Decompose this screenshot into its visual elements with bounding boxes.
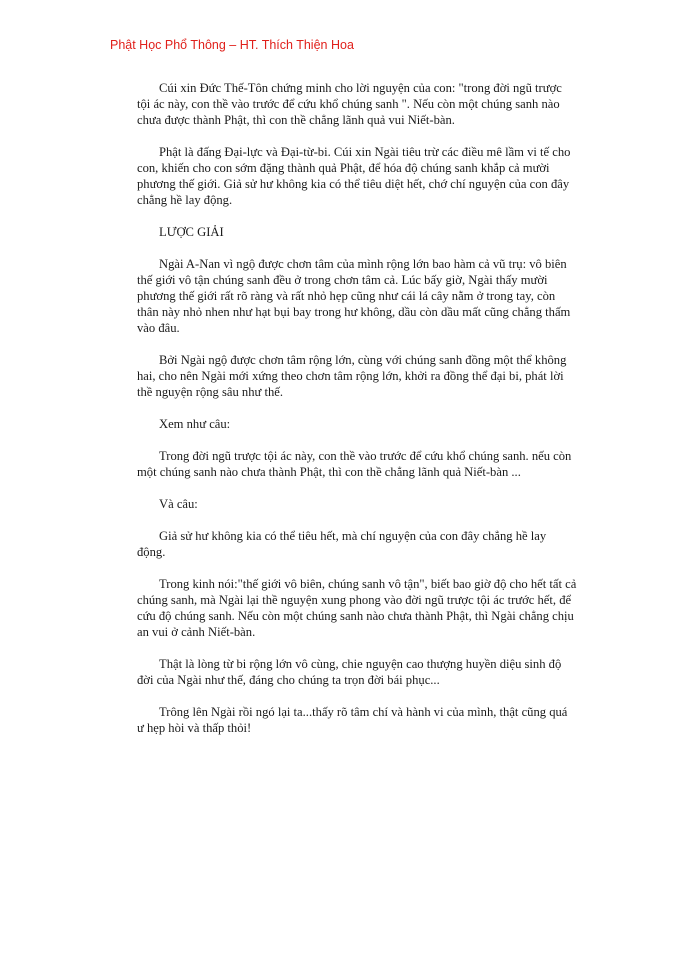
running-header: Phật Học Phổ Thông – HT. Thích Thiện Hoa [110, 38, 354, 52]
paragraph-true-mind: Bởi Ngài ngộ được chơn tâm rộng lớn, cùng với chúng sanh đồng một thể không hai, cho nên Ngài mới xứng theo chơn tâm rộng lớn, khởi ra đồng thể đại bi, phát lời thề nguyện rộng sâu như thế. [137, 353, 567, 399]
paragraph-great-power: Phật là đấng Đại-lực và Đại-từ-bi. Cúi xin Ngài tiêu trừ các điều mê lầm vi tế cho con, khiến cho con sớm đặng thành quả Phật, để hóa độ chúng sanh khắp cả mười phương thế giới. Giả sử hư không kia có thể tiêu diệt hết, chớ chí nguyện của con đây chẳng hề lay động. [137, 145, 571, 207]
paragraph-quote-two: Giả sử hư không kia có thể tiêu hết, mà chí nguyện của con đây chẳng hề lay động. [137, 529, 547, 559]
document-body [137, 80, 577, 752]
paragraph-sutra: Trong kinh nói:"thế giới vô biên, chúng sanh vô tận", biết bao giờ độ cho hết tất cả chúng sanh, mà Ngài lại thề nguyện xung phong vào đời ngũ trược tội ác trước hết, để cứu độ chúng sanh. Nếu còn một chúng sanh nào chưa thành Phật, thì Ngài chẳng chịu an vui ở cảnh Niết-bàn. [137, 577, 577, 639]
paragraph-quote-one: Trong đời ngũ trược tội ác này, con thề vào trước để cứu khổ chúng sanh. nếu còn một chúng sanh nào chưa thành Phật, thì con thề chẳng lãnh quả Niết-bàn ... [137, 449, 572, 479]
paragraph-and-phrase: Và câu: [159, 497, 198, 511]
paragraph-see-phrase: Xem như câu: [159, 417, 231, 431]
section-heading: LƯỢC GIẢI [159, 225, 224, 239]
paragraph-compassion: Thật là lòng từ bi rộng lớn vô cùng, chie nguyện cao thượng huyền diệu sinh độ đời của Ngài như thế, đáng cho chúng ta trọn đời bái phục... [137, 657, 562, 687]
paragraph-vow: Cúi xin Đức Thế-Tôn chứng minh cho lời nguyện của con: "trong đời ngũ trược tội ác này, con thề vào trước để cứu khổ chúng sanh ". Nếu còn một chúng sanh nào chưa được thành Phật, thì con thề chẳng lãnh quả vui Niết-bàn. [137, 81, 562, 127]
paragraph-reflection: Trông lên Ngài rồi ngó lại ta...thấy rõ tâm chí và hành vi của mình, thật cũng quá ư hẹp hòi và thấp thỏi! [137, 705, 568, 735]
paragraph-ananda: Ngài A-Nan vì ngộ được chơn tâm của mình rộng lớn bao hàm cả vũ trụ: vô biên thế giới vô tận chúng sanh đều ở trong chơn tâm cả. Lúc bấy giờ, Ngài thấy mười phương thế giới rất rõ ràng và rất nhỏ hẹp cũng như cái lá cây nằm ở trong tay, còn thân này nhỏ nhen như hạt bụi bay trong hư không, dầu còn dầu mất cũng chẳng thấm vào đâu. [137, 257, 571, 335]
